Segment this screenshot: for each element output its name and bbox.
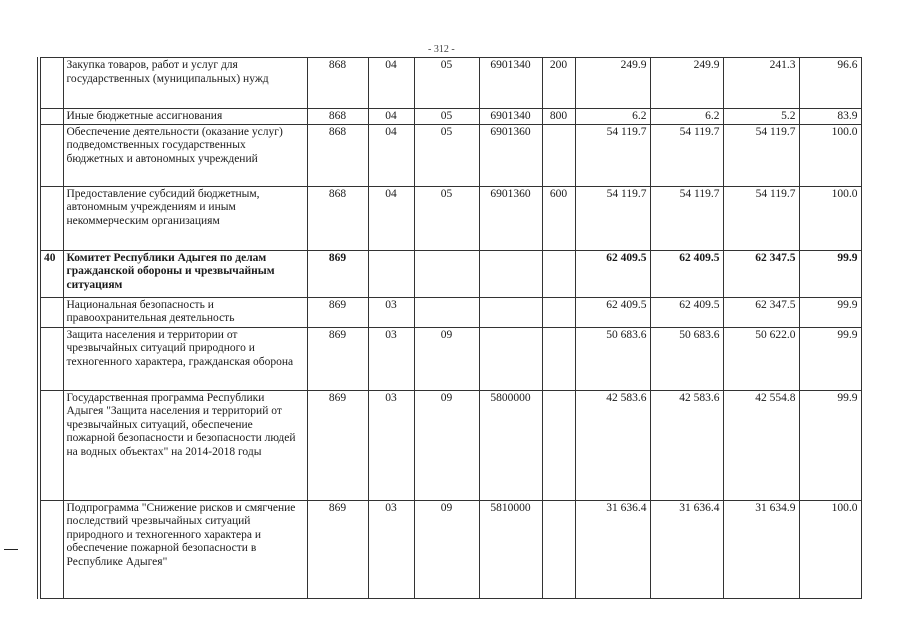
table-row <box>39 250 861 297</box>
refined-plan-value: 62 409.5 <box>650 297 723 327</box>
subsection-code: 05 <box>414 109 479 125</box>
ministry-code: 868 <box>307 186 368 250</box>
refined-plan-value: 6.2 <box>650 109 723 125</box>
subsection-code: 05 <box>414 186 479 250</box>
percent-value: 99.9 <box>799 250 861 297</box>
percent-value: 100.0 <box>799 186 861 250</box>
target-code <box>479 327 542 390</box>
expense-type-code: 600 <box>542 186 575 250</box>
executed-value: 62 347.5 <box>723 250 799 297</box>
section-code: 03 <box>368 500 414 598</box>
subsection-code <box>414 297 479 327</box>
row-name: Обеспечение деятельности (оказание услуг) подведомственных государственных бюджетных и автономных учреждений <box>63 124 307 186</box>
plan-value: 31 636.4 <box>575 500 650 598</box>
target-code <box>479 250 542 297</box>
ministry-code: 868 <box>307 109 368 125</box>
executed-value: 62 347.5 <box>723 297 799 327</box>
row-name: Государственная программа Республики Адыгея "Защита населения и территорий от чрезвычайных ситуаций, обеспечение пожарной безопасности и безопасности людей на водных объектах" на 2014-2018 годы <box>63 390 307 500</box>
table-row <box>39 186 861 250</box>
row-number <box>39 500 63 598</box>
expense-type-code <box>542 297 575 327</box>
section-code: 03 <box>368 327 414 390</box>
target-code: 5800000 <box>479 390 542 500</box>
row-name: Национальная безопасность и правоохранительная деятельность <box>63 297 307 327</box>
expense-type-code <box>542 327 575 390</box>
refined-plan-value: 31 636.4 <box>650 500 723 598</box>
percent-value: 99.9 <box>799 297 861 327</box>
row-number <box>39 390 63 500</box>
percent-value: 99.9 <box>799 327 861 390</box>
target-code: 6901340 <box>479 109 542 125</box>
row-number <box>39 186 63 250</box>
expense-type-code: 200 <box>542 58 575 109</box>
row-name: Защита населения и территории от чрезвычайных ситуаций природного и техногенного характера, гражданская оборона <box>63 327 307 390</box>
refined-plan-value: 42 583.6 <box>650 390 723 500</box>
table-row <box>39 390 861 500</box>
target-code: 6901360 <box>479 124 542 186</box>
row-name: Подпрограмма "Снижение рисков и смягчение последствий чрезвычайных ситуаций природного и техногенного характера и обеспечение пожарной безопасности в Республике Адыгея" <box>63 500 307 598</box>
section-code <box>368 250 414 297</box>
table-row <box>39 500 861 598</box>
expense-type-code <box>542 124 575 186</box>
percent-value: 96.6 <box>799 58 861 109</box>
percent-value: 83.9 <box>799 109 861 125</box>
refined-plan-value: 54 119.7 <box>650 186 723 250</box>
refined-plan-value: 62 409.5 <box>650 250 723 297</box>
row-number: 40 <box>39 250 63 297</box>
percent-value: 100.0 <box>799 500 861 598</box>
plan-value: 62 409.5 <box>575 297 650 327</box>
expense-type-code: 800 <box>542 109 575 125</box>
row-number <box>39 327 63 390</box>
section-code: 04 <box>368 124 414 186</box>
expense-type-code <box>542 390 575 500</box>
executed-value: 54 119.7 <box>723 186 799 250</box>
table-row <box>39 109 861 125</box>
executed-value: 42 554.8 <box>723 390 799 500</box>
budget-table <box>37 57 862 599</box>
section-code: 04 <box>368 58 414 109</box>
plan-value: 62 409.5 <box>575 250 650 297</box>
ministry-code: 869 <box>307 250 368 297</box>
plan-value: 42 583.6 <box>575 390 650 500</box>
section-code: 04 <box>368 186 414 250</box>
plan-value: 54 119.7 <box>575 124 650 186</box>
subsection-code: 09 <box>414 327 479 390</box>
refined-plan-value: 50 683.6 <box>650 327 723 390</box>
plan-value: 54 119.7 <box>575 186 650 250</box>
table-row <box>39 327 861 390</box>
target-code: 6901360 <box>479 186 542 250</box>
row-name: Иные бюджетные ассигнования <box>63 109 307 125</box>
section-code: 04 <box>368 109 414 125</box>
target-code <box>479 297 542 327</box>
ministry-code: 869 <box>307 297 368 327</box>
row-number <box>39 124 63 186</box>
table-row <box>39 58 861 109</box>
percent-value: 99.9 <box>799 390 861 500</box>
ministry-code: 868 <box>307 124 368 186</box>
ministry-code: 869 <box>307 327 368 390</box>
expense-type-code <box>542 500 575 598</box>
row-number <box>39 58 63 109</box>
row-name: Закупка товаров, работ и услуг для государственных (муниципальных) нужд <box>63 58 307 109</box>
section-code: 03 <box>368 390 414 500</box>
section-code: 03 <box>368 297 414 327</box>
ministry-code: 869 <box>307 390 368 500</box>
executed-value: 241.3 <box>723 58 799 109</box>
ministry-code: 869 <box>307 500 368 598</box>
row-number <box>39 109 63 125</box>
plan-value: 50 683.6 <box>575 327 650 390</box>
plan-value: 249.9 <box>575 58 650 109</box>
subsection-code: 09 <box>414 390 479 500</box>
target-code: 5810000 <box>479 500 542 598</box>
refined-plan-value: 54 119.7 <box>650 124 723 186</box>
margin-mark <box>4 549 18 550</box>
executed-value: 50 622.0 <box>723 327 799 390</box>
subsection-code: 09 <box>414 500 479 598</box>
table-row <box>39 124 861 186</box>
refined-plan-value: 249.9 <box>650 58 723 109</box>
subsection-code <box>414 250 479 297</box>
subsection-code: 05 <box>414 58 479 109</box>
subsection-code: 05 <box>414 124 479 186</box>
executed-value: 5.2 <box>723 109 799 125</box>
row-name: Комитет Республики Адыгея по делам гражданской обороны и чрезвычайным ситуациям <box>63 250 307 297</box>
row-number <box>39 297 63 327</box>
table-row <box>39 297 861 327</box>
executed-value: 54 119.7 <box>723 124 799 186</box>
ministry-code: 868 <box>307 58 368 109</box>
expense-type-code <box>542 250 575 297</box>
page-number: - 312 - <box>428 44 455 55</box>
executed-value: 31 634.9 <box>723 500 799 598</box>
plan-value: 6.2 <box>575 109 650 125</box>
target-code: 6901340 <box>479 58 542 109</box>
percent-value: 100.0 <box>799 124 861 186</box>
row-name: Предоставление субсидий бюджетным, автономным учреждениям и иным некоммерческим организациям <box>63 186 307 250</box>
